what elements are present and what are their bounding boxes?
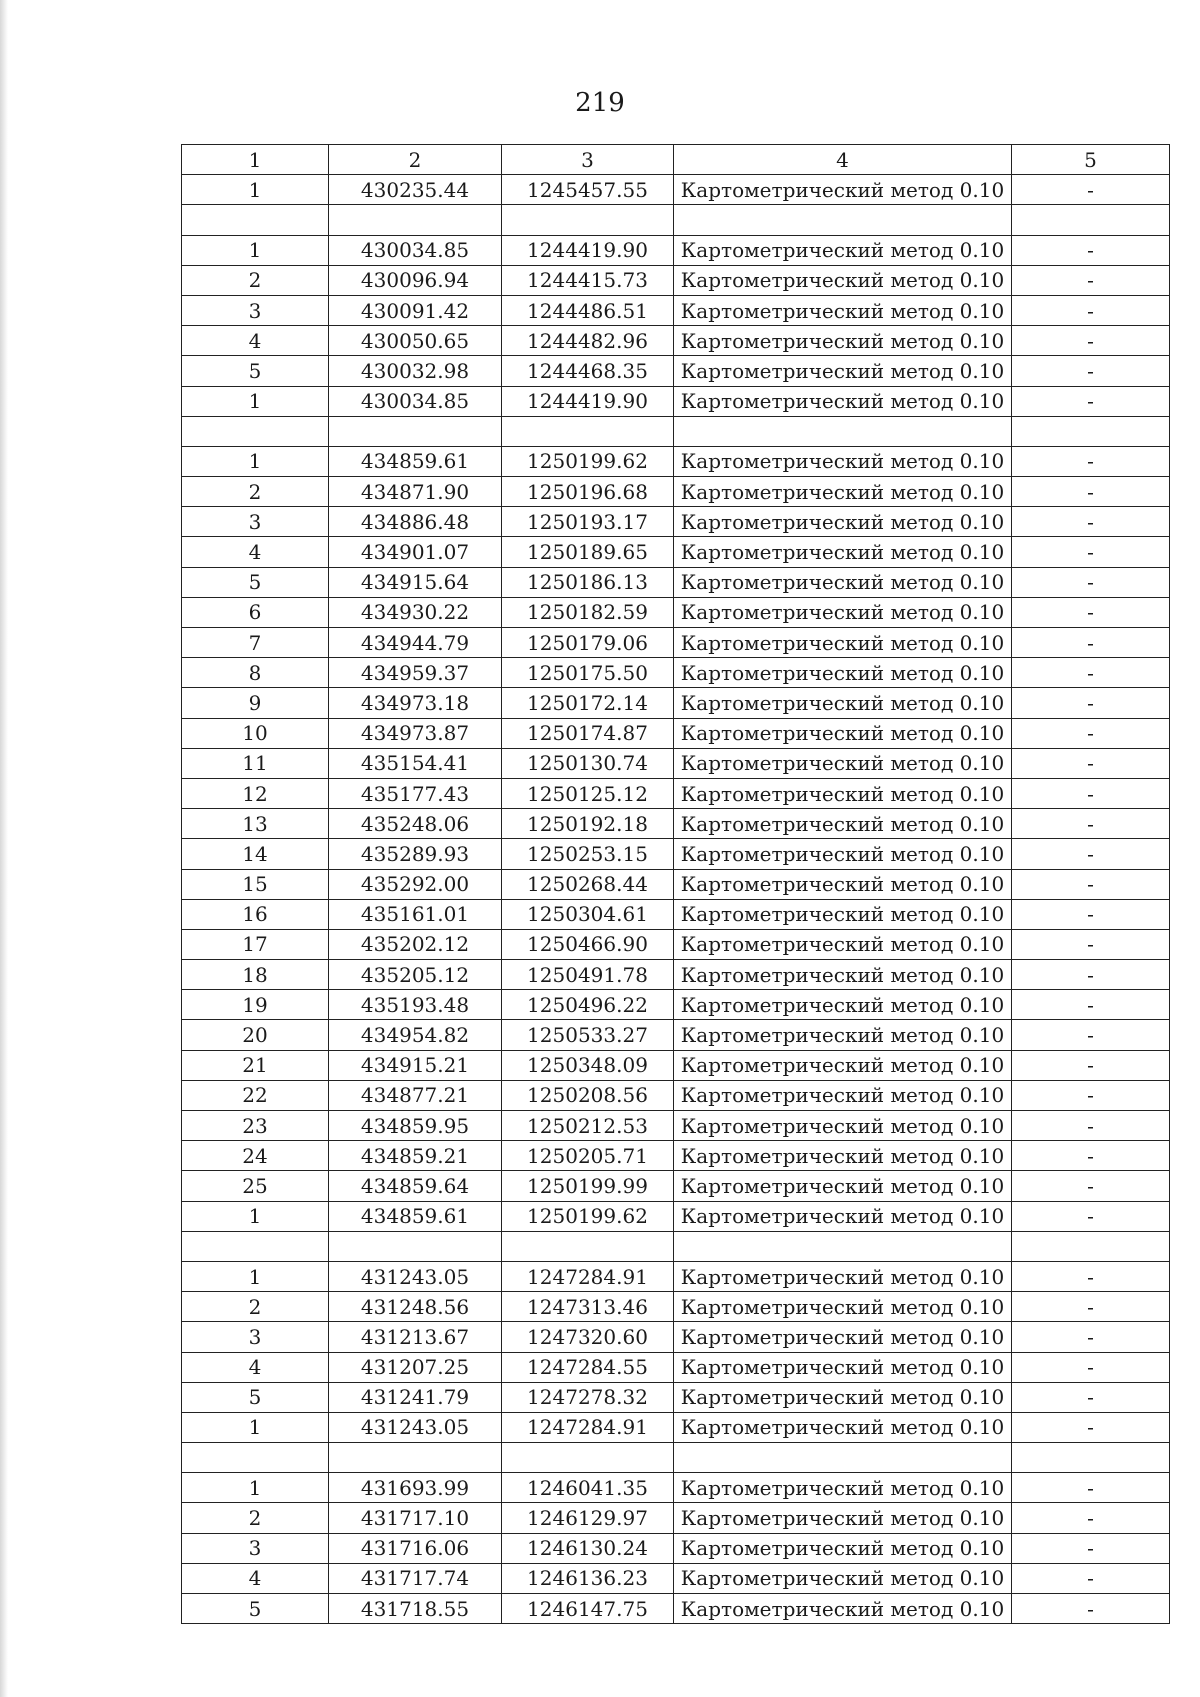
table-cell: 430091.42 (329, 295, 502, 325)
table-cell: 2 (182, 265, 329, 295)
table-cell: 430034.85 (329, 386, 502, 416)
table-cell: Картометрический метод 0.10 (674, 175, 1012, 205)
table-cell: 1250192.18 (502, 809, 674, 839)
table-row (182, 386, 1170, 416)
table-cell: 5 (182, 1594, 329, 1624)
table-row (182, 1563, 1170, 1593)
table-row (182, 960, 1170, 990)
table-cell: 1250268.44 (502, 869, 674, 899)
table-cell: - (1012, 1594, 1170, 1624)
table-cell: 1250196.68 (502, 477, 674, 507)
table-cell: Картометрический метод 0.10 (674, 809, 1012, 839)
table-row (182, 1292, 1170, 1322)
table-cell: 4 (182, 537, 329, 567)
table-cell: Картометрический метод 0.10 (674, 1111, 1012, 1141)
table-separator-row (182, 1443, 1170, 1473)
table-cell: 431718.55 (329, 1594, 502, 1624)
table-cell: - (1012, 1473, 1170, 1503)
table-cell: 1247320.60 (502, 1322, 674, 1352)
table-row (182, 1080, 1170, 1110)
table-cell: 1246130.24 (502, 1533, 674, 1563)
table-cell: 435292.00 (329, 869, 502, 899)
table-cell: 1250199.99 (502, 1171, 674, 1201)
table-cell: - (1012, 1111, 1170, 1141)
table-cell: 431243.05 (329, 1412, 502, 1442)
table-cell: 1250189.65 (502, 537, 674, 567)
table-row (182, 718, 1170, 748)
table-cell (502, 1231, 674, 1261)
table-cell: 435205.12 (329, 960, 502, 990)
table-row (182, 1594, 1170, 1624)
table-cell: 434859.95 (329, 1111, 502, 1141)
table-row (182, 1020, 1170, 1050)
table-cell: 10 (182, 718, 329, 748)
table-cell: 434859.61 (329, 1201, 502, 1231)
table-cell: Картометрический метод 0.10 (674, 567, 1012, 597)
table-cell (329, 1443, 502, 1473)
table-cell: 1245457.55 (502, 175, 674, 205)
table-cell: Картометрический метод 0.10 (674, 1563, 1012, 1593)
table-cell: 434877.21 (329, 1080, 502, 1110)
table-cell (1012, 205, 1170, 235)
table-cell: Картометрический метод 0.10 (674, 537, 1012, 567)
table-cell: 6 (182, 597, 329, 627)
table-row (182, 1171, 1170, 1201)
table-cell: Картометрический метод 0.10 (674, 1171, 1012, 1201)
table-row (182, 235, 1170, 265)
table-cell: 435202.12 (329, 929, 502, 959)
table-row (182, 1352, 1170, 1382)
table-cell: - (1012, 326, 1170, 356)
table-cell: - (1012, 477, 1170, 507)
table-cell: 1250496.22 (502, 990, 674, 1020)
table-row (182, 809, 1170, 839)
table-cell: 4 (182, 1352, 329, 1382)
table-cell: - (1012, 839, 1170, 869)
table-cell (182, 1443, 329, 1473)
header-cell: 5 (1012, 145, 1170, 175)
table-cell: 5 (182, 356, 329, 386)
scan-edge-shadow (0, 0, 8, 1697)
table-row (182, 446, 1170, 476)
table-row (182, 748, 1170, 778)
table-cell (674, 416, 1012, 446)
table-cell: 2 (182, 1292, 329, 1322)
table-cell: Картометрический метод 0.10 (674, 1292, 1012, 1322)
table-cell: Картометрический метод 0.10 (674, 1352, 1012, 1382)
table-cell: 431717.74 (329, 1563, 502, 1593)
table-cell: 434944.79 (329, 628, 502, 658)
table-row (182, 1412, 1170, 1442)
table-cell: Картометрический метод 0.10 (674, 1594, 1012, 1624)
table-row (182, 1141, 1170, 1171)
table-cell: 430034.85 (329, 235, 502, 265)
table-cell: 1244419.90 (502, 235, 674, 265)
table-row (182, 175, 1170, 205)
table-cell: 1250172.14 (502, 688, 674, 718)
table-cell: 434915.64 (329, 567, 502, 597)
table-cell: Картометрический метод 0.10 (674, 477, 1012, 507)
table-cell: 430096.94 (329, 265, 502, 295)
table-cell: - (1012, 1292, 1170, 1322)
table-cell: 1250186.13 (502, 567, 674, 597)
table-cell: - (1012, 1020, 1170, 1050)
table-cell: 5 (182, 567, 329, 597)
table-cell: - (1012, 658, 1170, 688)
table-cell: - (1012, 386, 1170, 416)
table-cell (502, 416, 674, 446)
table-cell: 1250205.71 (502, 1141, 674, 1171)
table-cell: 435193.48 (329, 990, 502, 1020)
table-cell: - (1012, 1412, 1170, 1442)
table-cell: 1250179.06 (502, 628, 674, 658)
table-cell: - (1012, 960, 1170, 990)
table-cell: Картометрический метод 0.10 (674, 1050, 1012, 1080)
page-number: 219 (575, 88, 625, 118)
table-cell: 1247284.91 (502, 1412, 674, 1442)
table-cell: - (1012, 265, 1170, 295)
table-cell: Картометрический метод 0.10 (674, 869, 1012, 899)
table-cell: 23 (182, 1111, 329, 1141)
table-cell: 431693.99 (329, 1473, 502, 1503)
table-cell: 430032.98 (329, 356, 502, 386)
table-cell: 1250491.78 (502, 960, 674, 990)
table-cell: 1 (182, 175, 329, 205)
table-row (182, 507, 1170, 537)
table-cell: - (1012, 778, 1170, 808)
table-cell: - (1012, 1171, 1170, 1201)
table-cell: 434973.87 (329, 718, 502, 748)
table-cell: - (1012, 628, 1170, 658)
table-cell: 2 (182, 477, 329, 507)
table-cell: 1250199.62 (502, 446, 674, 476)
table-cell: 1250182.59 (502, 597, 674, 627)
table-cell: 1250253.15 (502, 839, 674, 869)
table-cell: Картометрический метод 0.10 (674, 990, 1012, 1020)
table-row (182, 778, 1170, 808)
table-cell: - (1012, 1322, 1170, 1352)
table-cell: 434959.37 (329, 658, 502, 688)
table-cell: 12 (182, 778, 329, 808)
table-cell: 1250466.90 (502, 929, 674, 959)
table-cell: 1244468.35 (502, 356, 674, 386)
table-cell (674, 1443, 1012, 1473)
table-cell: 430050.65 (329, 326, 502, 356)
table-row (182, 597, 1170, 627)
table-body (182, 175, 1170, 1624)
table-cell: 434973.18 (329, 688, 502, 718)
table-header-row (182, 145, 1170, 175)
table-cell: 1250348.09 (502, 1050, 674, 1080)
table-cell: 435289.93 (329, 839, 502, 869)
table-cell: 16 (182, 899, 329, 929)
table-cell: 1246129.97 (502, 1503, 674, 1533)
table-cell: 435154.41 (329, 748, 502, 778)
table-cell: 1250199.62 (502, 1201, 674, 1231)
table-cell: 431716.06 (329, 1533, 502, 1563)
table-cell: Картометрический метод 0.10 (674, 1080, 1012, 1110)
table-cell: Картометрический метод 0.10 (674, 326, 1012, 356)
table-cell: Картометрический метод 0.10 (674, 658, 1012, 688)
table-cell (182, 416, 329, 446)
table-cell: 434915.21 (329, 1050, 502, 1080)
table-cell: - (1012, 718, 1170, 748)
table-cell: 1 (182, 1473, 329, 1503)
table-cell: 3 (182, 295, 329, 325)
table-cell: 434886.48 (329, 507, 502, 537)
table-cell: - (1012, 1352, 1170, 1382)
table-cell: 1247284.91 (502, 1261, 674, 1291)
table-cell (329, 1231, 502, 1261)
header-cell: 3 (502, 145, 674, 175)
table-cell: 19 (182, 990, 329, 1020)
table-row (182, 990, 1170, 1020)
table-cell: - (1012, 1201, 1170, 1231)
table-row (182, 929, 1170, 959)
table-cell: 21 (182, 1050, 329, 1080)
table-cell: Картометрический метод 0.10 (674, 1141, 1012, 1171)
table-row (182, 1322, 1170, 1352)
table-cell: Картометрический метод 0.10 (674, 929, 1012, 959)
table-cell: Картометрический метод 0.10 (674, 718, 1012, 748)
table-cell: 435248.06 (329, 809, 502, 839)
table-cell (1012, 1231, 1170, 1261)
header-cell: 2 (329, 145, 502, 175)
table-cell: 8 (182, 658, 329, 688)
table-cell: 1 (182, 1261, 329, 1291)
table-cell: 1250174.87 (502, 718, 674, 748)
table-cell: Картометрический метод 0.10 (674, 1473, 1012, 1503)
table-cell: 14 (182, 839, 329, 869)
table-cell: Картометрический метод 0.10 (674, 356, 1012, 386)
table-cell: Картометрический метод 0.10 (674, 899, 1012, 929)
table-cell: 1 (182, 446, 329, 476)
table-cell: 3 (182, 1322, 329, 1352)
table-cell: 1250125.12 (502, 778, 674, 808)
table-cell: 434859.64 (329, 1171, 502, 1201)
table-cell (674, 1231, 1012, 1261)
table-cell: 434954.82 (329, 1020, 502, 1050)
table-cell: - (1012, 1503, 1170, 1533)
table-cell: - (1012, 567, 1170, 597)
table-cell: 1250175.50 (502, 658, 674, 688)
table-cell: Картометрический метод 0.10 (674, 446, 1012, 476)
table-cell: - (1012, 235, 1170, 265)
table-cell: 430235.44 (329, 175, 502, 205)
table-cell (329, 205, 502, 235)
table-cell (329, 416, 502, 446)
table-cell: 434930.22 (329, 597, 502, 627)
table-cell: 435177.43 (329, 778, 502, 808)
table-cell: 434859.61 (329, 446, 502, 476)
table-cell: Картометрический метод 0.10 (674, 1503, 1012, 1533)
table-cell: 1250130.74 (502, 748, 674, 778)
table-cell: 11 (182, 748, 329, 778)
table-cell: 1246147.75 (502, 1594, 674, 1624)
table-cell: 18 (182, 960, 329, 990)
table-row (182, 1261, 1170, 1291)
table-cell: Картометрический метод 0.10 (674, 265, 1012, 295)
table-cell: 13 (182, 809, 329, 839)
table-cell: - (1012, 929, 1170, 959)
table-cell: 7 (182, 628, 329, 658)
table-cell: 15 (182, 869, 329, 899)
table-cell: 1 (182, 235, 329, 265)
table-row (182, 356, 1170, 386)
table-cell: 3 (182, 1533, 329, 1563)
table-cell: - (1012, 688, 1170, 718)
table-cell: Картометрический метод 0.10 (674, 507, 1012, 537)
header-cell: 4 (674, 145, 1012, 175)
table-row (182, 265, 1170, 295)
table-row (182, 869, 1170, 899)
table-cell: 434901.07 (329, 537, 502, 567)
table-row (182, 1382, 1170, 1412)
table-row (182, 1533, 1170, 1563)
table-cell: 25 (182, 1171, 329, 1201)
table-cell: 1247284.55 (502, 1352, 674, 1382)
table-cell: 1244419.90 (502, 386, 674, 416)
table-cell: 434859.21 (329, 1141, 502, 1171)
table-cell (502, 205, 674, 235)
table-cell: - (1012, 1563, 1170, 1593)
table-cell: - (1012, 295, 1170, 325)
table-cell: Картометрический метод 0.10 (674, 295, 1012, 325)
table-cell: 1247313.46 (502, 1292, 674, 1322)
table-separator-row (182, 1231, 1170, 1261)
table-cell: - (1012, 869, 1170, 899)
table-row (182, 326, 1170, 356)
table-cell: 1244482.96 (502, 326, 674, 356)
table-cell: Картометрический метод 0.10 (674, 960, 1012, 990)
table-cell: - (1012, 990, 1170, 1020)
table-cell: Картометрический метод 0.10 (674, 839, 1012, 869)
table-cell: 1246136.23 (502, 1563, 674, 1593)
table-cell: - (1012, 748, 1170, 778)
table-row (182, 1473, 1170, 1503)
table-cell: 1250304.61 (502, 899, 674, 929)
table-cell: Картометрический метод 0.10 (674, 1261, 1012, 1291)
table-cell: Картометрический метод 0.10 (674, 1322, 1012, 1352)
table-cell: 431241.79 (329, 1382, 502, 1412)
table-row (182, 477, 1170, 507)
table-row (182, 899, 1170, 929)
table-cell: - (1012, 1261, 1170, 1291)
table-row (182, 839, 1170, 869)
header-cell: 1 (182, 145, 329, 175)
table-cell: 431243.05 (329, 1261, 502, 1291)
table-cell: 20 (182, 1020, 329, 1050)
table-row (182, 295, 1170, 325)
table-cell: 1250533.27 (502, 1020, 674, 1050)
table-cell: - (1012, 1050, 1170, 1080)
table-cell (674, 205, 1012, 235)
table-cell: 431213.67 (329, 1322, 502, 1352)
table-cell: Картометрический метод 0.10 (674, 688, 1012, 718)
table-cell: 5 (182, 1382, 329, 1412)
table-cell (182, 205, 329, 235)
table-cell: - (1012, 507, 1170, 537)
table-cell: 3 (182, 507, 329, 537)
table-cell: - (1012, 899, 1170, 929)
table-cell: - (1012, 175, 1170, 205)
table-cell: Картометрический метод 0.10 (674, 1020, 1012, 1050)
table-cell: 1 (182, 386, 329, 416)
table-cell: 9 (182, 688, 329, 718)
table-separator-row (182, 416, 1170, 446)
table-cell (1012, 416, 1170, 446)
table-cell (182, 1231, 329, 1261)
table-cell: - (1012, 356, 1170, 386)
table-row (182, 658, 1170, 688)
table-separator-row (182, 205, 1170, 235)
table-cell: - (1012, 1080, 1170, 1110)
table-cell: 1250212.53 (502, 1111, 674, 1141)
table-cell: 1250208.56 (502, 1080, 674, 1110)
table-cell: 1250193.17 (502, 507, 674, 537)
table-cell: Картометрический метод 0.10 (674, 386, 1012, 416)
table-row (182, 628, 1170, 658)
table-cell: - (1012, 1141, 1170, 1171)
table-cell: 17 (182, 929, 329, 959)
table-cell: 2 (182, 1503, 329, 1533)
table-row (182, 567, 1170, 597)
table-row (182, 537, 1170, 567)
table-cell: - (1012, 809, 1170, 839)
table-row (182, 1503, 1170, 1533)
table-cell: 431248.56 (329, 1292, 502, 1322)
table-cell: - (1012, 537, 1170, 567)
table-cell: 434871.90 (329, 477, 502, 507)
table-cell: Картометрический метод 0.10 (674, 1412, 1012, 1442)
table-cell: Картометрический метод 0.10 (674, 1201, 1012, 1231)
table-cell: Картометрический метод 0.10 (674, 1382, 1012, 1412)
table-cell: 431207.25 (329, 1352, 502, 1382)
table-cell: 1247278.32 (502, 1382, 674, 1412)
table-row (182, 1111, 1170, 1141)
table-cell: Картометрический метод 0.10 (674, 778, 1012, 808)
table-row (182, 688, 1170, 718)
table-cell: - (1012, 597, 1170, 627)
table-cell: 1246041.35 (502, 1473, 674, 1503)
table-cell: 435161.01 (329, 899, 502, 929)
table-cell: Картометрический метод 0.10 (674, 1533, 1012, 1563)
table-cell: 431717.10 (329, 1503, 502, 1533)
table-cell: Картометрический метод 0.10 (674, 628, 1012, 658)
table-cell: 4 (182, 326, 329, 356)
coordinates-table (181, 144, 1170, 1624)
table-cell (1012, 1443, 1170, 1473)
table-row (182, 1050, 1170, 1080)
table-cell: Картометрический метод 0.10 (674, 748, 1012, 778)
table-cell: Картометрический метод 0.10 (674, 235, 1012, 265)
table-cell: Картометрический метод 0.10 (674, 597, 1012, 627)
table-cell: 1244415.73 (502, 265, 674, 295)
table-cell: 1 (182, 1201, 329, 1231)
table-row (182, 1201, 1170, 1231)
table-cell (502, 1443, 674, 1473)
table-cell: 4 (182, 1563, 329, 1593)
table-cell: - (1012, 1533, 1170, 1563)
table-cell: 22 (182, 1080, 329, 1110)
table-cell: 1 (182, 1412, 329, 1442)
table-cell: 1244486.51 (502, 295, 674, 325)
table-cell: - (1012, 1382, 1170, 1412)
table-cell: 24 (182, 1141, 329, 1171)
table-cell: - (1012, 446, 1170, 476)
